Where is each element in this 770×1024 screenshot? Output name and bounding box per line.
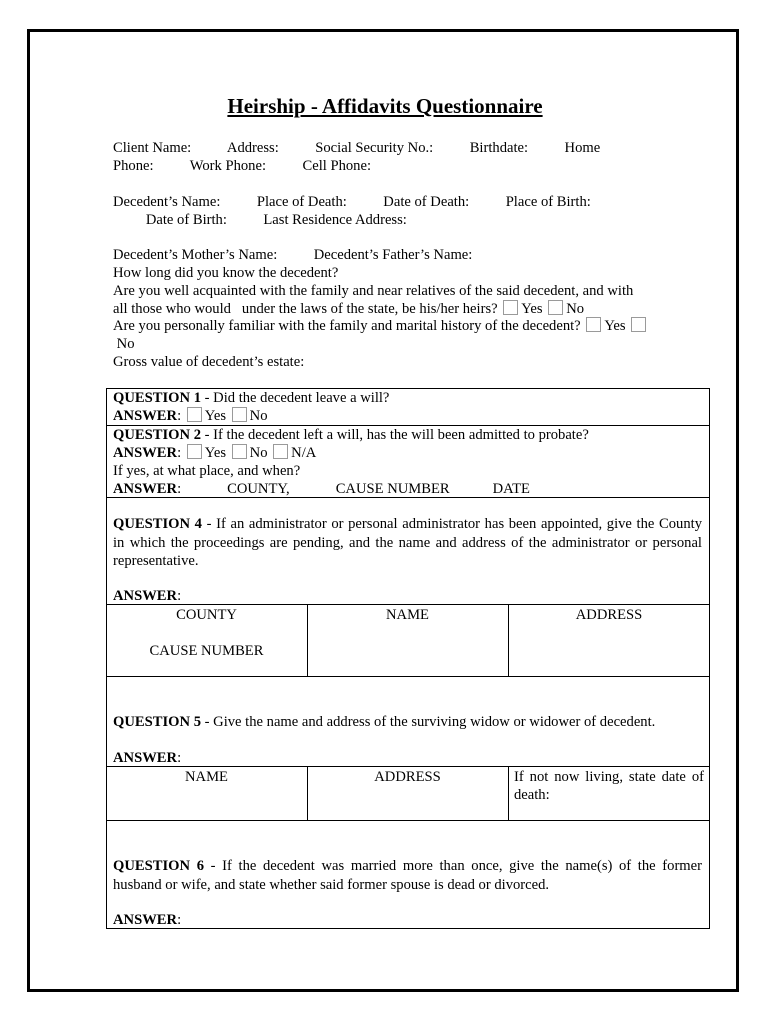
acquainted-no-label: No [566, 301, 585, 317]
acquainted-yes-checkbox[interactable] [503, 300, 518, 315]
parents-line: Decedent’s Mother’s Name: Decedent’s Father’s Name: [113, 247, 473, 263]
familiar-yes-checkbox[interactable] [586, 317, 601, 332]
acquainted-no-checkbox[interactable] [548, 300, 563, 315]
acquainted-question-line-2 [113, 300, 584, 318]
question-1-answer: ANSWER: Yes No [113, 408, 268, 424]
question-4-answer: ANSWER: [113, 588, 182, 604]
q4-address-header: ADDRESS [575, 607, 643, 623]
how-long-question: How long did you know the decedent? [113, 265, 339, 281]
acquainted-question-line-1: Are you well acquainted with the family and near relatives of the said decedent, and with [113, 283, 634, 299]
question-2 [113, 426, 589, 444]
answer-label: ANSWER [113, 750, 178, 766]
question-6-label: QUESTION 6 [113, 858, 204, 874]
q5-name-header: NAME [185, 769, 228, 785]
question-1-text: - Did the decedent leave a will? [201, 390, 390, 406]
familiar-question-text: Are you personally familiar with the family and marital history of the decedent? [113, 318, 581, 334]
q1-no-checkbox[interactable] [232, 407, 247, 422]
q4-cause-header: CAUSE NUMBER [149, 643, 264, 659]
familiar-question [113, 317, 649, 335]
question-4-label: QUESTION 4 [113, 516, 202, 532]
divider [106, 766, 710, 767]
decedent-info-line-1: Decedent’s Name: Place of Death: Date of Death: Place of Birth: [113, 194, 591, 210]
question-2-ifyes: If yes, at what place, and when? [113, 463, 301, 479]
q1-yes-label: Yes [204, 408, 227, 424]
column-divider [508, 766, 509, 820]
answer-label: ANSWER [113, 481, 178, 497]
answer-label: ANSWER [113, 408, 178, 424]
client-info-line-2: Phone: Work Phone: Cell Phone: [113, 158, 371, 174]
decedent-info-line-2: Date of Birth: Last Residence Address: [113, 212, 407, 228]
answer-label: ANSWER [113, 588, 178, 604]
page-title: Heirship - Affidavits Questionnaire [227, 94, 543, 118]
question-2-answer: ANSWER: Yes No N/A [113, 445, 317, 461]
q2-cause-label: CAUSE NUMBER [335, 481, 450, 497]
q2-county-label: COUNTY, [227, 481, 290, 497]
familiar-no-checkbox[interactable] [631, 317, 646, 332]
question-5-label: QUESTION 5 [113, 714, 201, 730]
acquainted-yes-label: Yes [521, 301, 543, 317]
q2-date-label: DATE [492, 481, 530, 497]
divider [106, 497, 710, 498]
question-5 [113, 713, 655, 731]
q2-no-label: No [249, 445, 268, 461]
client-info-line-1: Client Name: Address: Social Security No.: Birthdate: Home [113, 140, 601, 156]
q4-county-header: COUNTY [176, 607, 237, 623]
question-4-text: - If an administrator or personal administrator has been appointed, give the County in which the proceedings are pending, and the name and address of the administrator or personal representative. [113, 516, 702, 569]
familiar-no-label: No [113, 336, 135, 352]
q2-na-checkbox[interactable] [273, 444, 288, 459]
question-6-text: - If the decedent was married more than once, give the name(s) of the former husband or wife, and state whether said former spouse is dead or divorced. [113, 858, 702, 893]
q5-address-header: ADDRESS [374, 769, 441, 785]
question-6-answer: ANSWER: [113, 912, 182, 928]
question-2-text: - If the decedent left a will, has the will been admitted to probate? [201, 427, 589, 443]
q5-death-header: If not now living, state date of death: [514, 769, 704, 803]
q2-yes-label: Yes [204, 445, 227, 461]
question-5-text: - Give the name and address of the surviving widow or widower of decedent. [201, 714, 656, 730]
divider [106, 604, 710, 605]
q2-yes-checkbox[interactable] [187, 444, 202, 459]
q2-no-checkbox[interactable] [232, 444, 247, 459]
q1-yes-checkbox[interactable] [187, 407, 202, 422]
divider [106, 676, 710, 677]
familiar-yes-label: Yes [604, 318, 626, 334]
question-2-label: QUESTION 2 [113, 427, 201, 443]
answer-label: ANSWER [113, 445, 178, 461]
q1-no-label: No [249, 408, 268, 424]
acquainted-question-text: all those who would under the laws of the state, be his/her heirs? [113, 301, 498, 317]
question-1-label: QUESTION 1 [113, 390, 201, 406]
question-1 [113, 389, 389, 407]
question-5-answer: ANSWER: [113, 750, 182, 766]
q4-name-header: NAME [386, 607, 429, 623]
answer-label: ANSWER [113, 912, 178, 928]
question-6 [113, 857, 702, 894]
divider [106, 820, 710, 821]
question-4 [113, 515, 702, 571]
question-2-answer-detail: ANSWER: COUNTY, CAUSE NUMBER DATE [113, 481, 530, 497]
gross-value-question: Gross value of decedent’s estate: [113, 354, 305, 370]
q2-na-label: N/A [291, 445, 317, 461]
